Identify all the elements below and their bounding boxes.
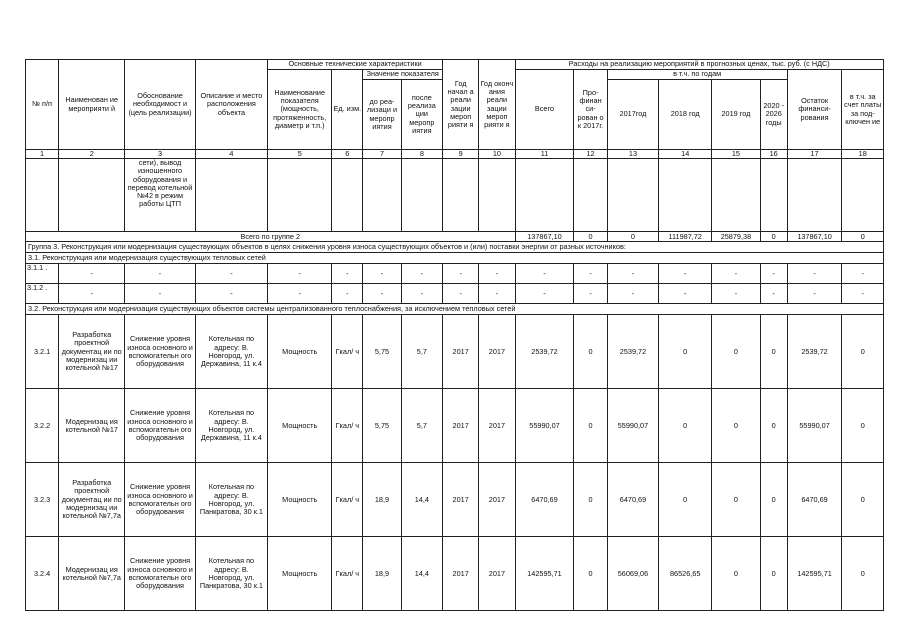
dash-cell: -	[574, 284, 607, 304]
dash-cell: -	[125, 264, 195, 284]
dash-row	[26, 284, 884, 304]
dash-cell: -	[712, 284, 761, 304]
dash-cell: -	[195, 284, 267, 304]
total-group-2-connection: 0	[842, 232, 884, 242]
expense-connection: 0	[842, 389, 884, 463]
start-year: 2017	[443, 463, 479, 537]
row-number: 3.1.2 .	[26, 284, 59, 304]
column-number: 3	[125, 150, 195, 159]
dash-cell: -	[515, 264, 574, 284]
total-group-2-2020: 0	[760, 232, 787, 242]
column-number: 6	[332, 150, 363, 159]
column-number: 12	[574, 150, 607, 159]
measure-param: Мощность	[268, 389, 332, 463]
measure-unit: Гкал/ ч	[332, 537, 363, 611]
column-number: 14	[659, 150, 712, 159]
header-after: после реализа ции меропр иятия	[401, 80, 442, 150]
column-number: 1	[26, 150, 59, 159]
measure-location: Котельная по адресу: В. Новгород, ул. Державина, 11 к.4	[195, 389, 267, 463]
dash-cell: -	[479, 264, 515, 284]
measure-name: Модернизац ия котельной №7,7а	[59, 537, 125, 611]
total-group-2-total: 137867,10	[515, 232, 574, 242]
dash-cell: -	[268, 284, 332, 304]
header-years-group: в т.ч. по годам	[607, 70, 787, 80]
end-year: 2017	[479, 389, 515, 463]
expense-rest: 6470,69	[787, 463, 842, 537]
dash-cell: -	[443, 284, 479, 304]
continuation-row	[26, 159, 884, 232]
dash-cell: -	[125, 284, 195, 304]
dash-cell: -	[607, 284, 659, 304]
section-3-2-row	[26, 304, 884, 315]
expense-2020: 0	[760, 389, 787, 463]
column-number: 13	[607, 150, 659, 159]
measure-reason: Снижение уровня износа основного и вспомогательн ого оборудования	[125, 315, 195, 389]
dash-cell: -	[787, 284, 842, 304]
measure-name: Модернизац ия котельной №17	[59, 389, 125, 463]
start-year: 2017	[443, 537, 479, 611]
dash-cell: -	[401, 264, 442, 284]
group-3-row	[26, 242, 884, 253]
dash-cell: -	[195, 264, 267, 284]
total-group-2-2017: 0	[607, 232, 659, 242]
dash-cell: -	[363, 264, 401, 284]
value-before: 18,9	[363, 463, 401, 537]
dash-cell: -	[332, 264, 363, 284]
column-number: 4	[195, 150, 267, 159]
end-year: 2017	[479, 315, 515, 389]
expense-pre: 0	[574, 315, 607, 389]
header-before: до реа- лизаци и меропр иятия	[363, 80, 401, 150]
measure-param: Мощность	[268, 537, 332, 611]
header-unit: Ед. изм.	[332, 70, 363, 150]
header-2018: 2018 год	[659, 80, 712, 150]
expense-pre: 0	[574, 537, 607, 611]
column-number: 2	[59, 150, 125, 159]
header-2019: 2019 год	[712, 80, 761, 150]
total-group-2-row	[26, 232, 884, 242]
header-location: Описание и место расположения объекта	[195, 60, 267, 150]
column-number: 5	[268, 150, 332, 159]
measure-param: Мощность	[268, 463, 332, 537]
expense-2019: 0	[712, 463, 761, 537]
column-number: 9	[443, 150, 479, 159]
column-number: 7	[363, 150, 401, 159]
expense-2017: 6470,69	[607, 463, 659, 537]
dash-row	[26, 264, 884, 284]
value-after: 14,4	[401, 463, 442, 537]
expense-2018: 0	[659, 463, 712, 537]
value-before: 5,75	[363, 389, 401, 463]
expense-pre: 0	[574, 463, 607, 537]
expense-rest: 142595,71	[787, 537, 842, 611]
expense-2019: 0	[712, 537, 761, 611]
row-number: 3.1.1 .	[26, 264, 59, 284]
dash-cell: -	[268, 264, 332, 284]
table-row	[26, 463, 884, 537]
measure-unit: Гкал/ ч	[332, 315, 363, 389]
dash-cell: -	[332, 284, 363, 304]
column-number-row	[26, 150, 884, 159]
header-tech-group: Основные технические характеристики	[268, 60, 443, 70]
total-group-2-pre: 0	[574, 232, 607, 242]
dash-cell: -	[401, 284, 442, 304]
table-row	[26, 389, 884, 463]
expense-total: 2539,72	[515, 315, 574, 389]
dash-cell: -	[515, 284, 574, 304]
header-total: Всего	[515, 70, 574, 150]
expense-2017: 56069,06	[607, 537, 659, 611]
value-before: 18,9	[363, 537, 401, 611]
expense-2020: 0	[760, 463, 787, 537]
section-3-1-row	[26, 253, 884, 264]
expense-2017: 2539,72	[607, 315, 659, 389]
total-group-2-2019: 25879,38	[712, 232, 761, 242]
column-number: 11	[515, 150, 574, 159]
expense-total: 142595,71	[515, 537, 574, 611]
expense-total: 55990,07	[515, 389, 574, 463]
total-group-2-label: Всего по группе 2	[26, 232, 516, 242]
table-row	[26, 537, 884, 611]
expense-2019: 0	[712, 389, 761, 463]
measure-reason: Снижение уровня износа основного и вспомогательн ого оборудования	[125, 537, 195, 611]
measure-name: Разработка проектной документац ии по модернизац ии котельной №7,7а	[59, 463, 125, 537]
value-after: 5,7	[401, 315, 442, 389]
value-before: 5,75	[363, 315, 401, 389]
expense-rest: 55990,07	[787, 389, 842, 463]
section-3-1-title: 3.1. Реконструкция или модернизация существующих тепловых сетей	[26, 253, 884, 264]
row-number: 3.2.2	[26, 389, 59, 463]
header-reason: Обоснование необходимост и (цель реализации)	[125, 60, 195, 150]
row-number: 3.2.4	[26, 537, 59, 611]
measure-location: Котельная по адресу: В. Новгород, ул. Панкратова, 30 к.1	[195, 537, 267, 611]
dash-cell: -	[659, 284, 712, 304]
measure-location: Котельная по адресу: В. Новгород, ул. Державина, 11 к.4	[195, 315, 267, 389]
total-group-2-2018: 111987,72	[659, 232, 712, 242]
dash-cell: -	[479, 284, 515, 304]
expense-2019: 0	[712, 315, 761, 389]
section-3-2-title: 3.2. Реконструкция или модернизация существующих объектов системы централизованного теплоснабжения, за исключением тепловых сетей	[26, 304, 884, 315]
start-year: 2017	[443, 389, 479, 463]
column-number: 18	[842, 150, 884, 159]
expense-2020: 0	[760, 315, 787, 389]
column-number: 16	[760, 150, 787, 159]
dash-cell: -	[659, 264, 712, 284]
dash-cell: -	[712, 264, 761, 284]
column-number: 17	[787, 150, 842, 159]
dash-cell: -	[842, 264, 884, 284]
expense-2018: 0	[659, 315, 712, 389]
continuation-text: сети), вывод изношенного оборудования и перевод котельной №42 в режим работы ЦТП	[125, 159, 195, 232]
measure-location: Котельная по адресу: В. Новгород, ул. Панкратова, 30 к.1	[195, 463, 267, 537]
dash-cell: -	[787, 264, 842, 284]
dash-cell: -	[842, 284, 884, 304]
investment-program-table	[25, 59, 884, 611]
total-group-2-rest: 137867,10	[787, 232, 842, 242]
header-num: № п/п	[26, 60, 59, 150]
dash-cell: -	[443, 264, 479, 284]
row-number: 3.2.1	[26, 315, 59, 389]
column-number: 15	[712, 150, 761, 159]
header-rest: Остаток финанси- рования	[787, 70, 842, 150]
group-3-title: Группа 3. Реконструкция или модернизация существующих объектов в целях снижения уровня износа существующих объектов и (или) поставки энергии от разных источников:	[26, 242, 884, 253]
header-2017: 2017год	[607, 80, 659, 150]
dash-cell: -	[59, 264, 125, 284]
value-after: 14,4	[401, 537, 442, 611]
header-prefinanced: Про- финан си- рован о к 2017г.	[574, 70, 607, 150]
column-number: 10	[479, 150, 515, 159]
header-expense-group: Расходы на реализацию мероприятий в прогнозных ценах, тыс. руб. (с НДС)	[515, 60, 884, 70]
header-value-group: Значение показателя	[363, 70, 443, 80]
dash-cell: -	[59, 284, 125, 304]
row-number: 3.2.3	[26, 463, 59, 537]
dash-cell: -	[363, 284, 401, 304]
expense-connection: 0	[842, 537, 884, 611]
dash-cell: -	[760, 284, 787, 304]
dash-cell: -	[607, 264, 659, 284]
expense-connection: 0	[842, 315, 884, 389]
measure-name: Разработка проектной документац ии по модернизац ии котельной №17	[59, 315, 125, 389]
expense-2017: 55990,07	[607, 389, 659, 463]
measure-unit: Гкал/ ч	[332, 389, 363, 463]
header-2020-2026: 2020 - 2026 годы	[760, 80, 787, 150]
header-end-year: Год оконч ания реали зации мероп рияти я	[479, 60, 515, 150]
column-number: 8	[401, 150, 442, 159]
expense-2020: 0	[760, 537, 787, 611]
expense-total: 6470,69	[515, 463, 574, 537]
dash-cell: -	[760, 264, 787, 284]
value-after: 5,7	[401, 389, 442, 463]
start-year: 2017	[443, 315, 479, 389]
dash-cell: -	[574, 264, 607, 284]
expense-pre: 0	[574, 389, 607, 463]
end-year: 2017	[479, 463, 515, 537]
measure-unit: Гкал/ ч	[332, 463, 363, 537]
table-row	[26, 315, 884, 389]
header-param: Наименование показателя (мощность, протяженность, диаметр и т.п.)	[268, 70, 332, 150]
header-connection: в т.ч. за счет платы за под- ключен ие	[842, 70, 884, 150]
expense-connection: 0	[842, 463, 884, 537]
measure-param: Мощность	[268, 315, 332, 389]
expense-rest: 2539,72	[787, 315, 842, 389]
measure-reason: Снижение уровня износа основного и вспомогательн ого оборудования	[125, 389, 195, 463]
header-start-year: Год начал а реали зации мероп рияти я	[443, 60, 479, 150]
expense-2018: 86526,65	[659, 537, 712, 611]
header-name: Наименован ие мероприяти й	[59, 60, 125, 150]
expense-2018: 0	[659, 389, 712, 463]
end-year: 2017	[479, 537, 515, 611]
measure-reason: Снижение уровня износа основного и вспомогательн ого оборудования	[125, 463, 195, 537]
